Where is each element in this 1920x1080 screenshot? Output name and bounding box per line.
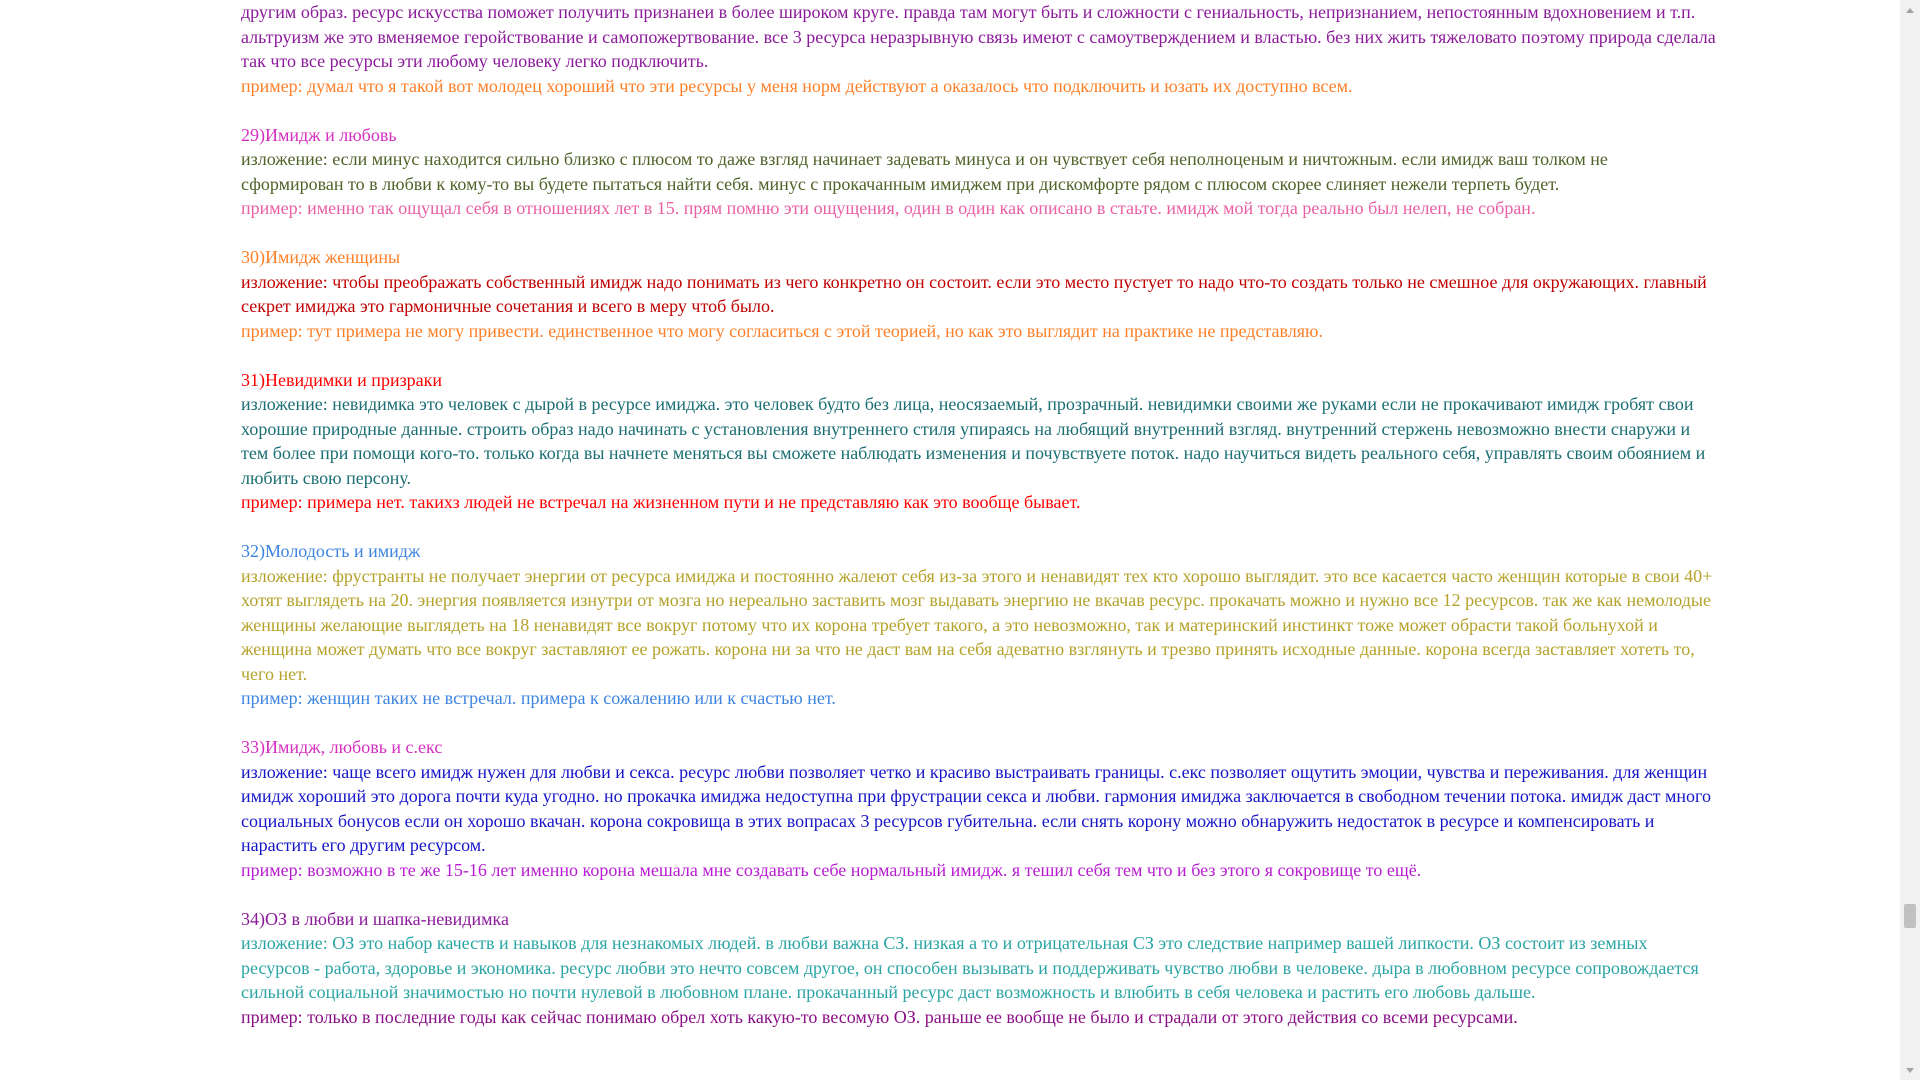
intro-line: так что все ресурсы эти любому человеку легко подключить. xyxy=(241,51,709,71)
section-title: 32)Молодость и имидж xyxy=(241,541,421,561)
section-text-line: изложение: чаще всего имидж нужен для любви и секса. ресурс любви позволяет четко и красиво выстраивать границы. с.екс позволяет ощутить эмоции, чувства и переживания. для женщин xyxy=(241,761,1708,782)
section-30 xyxy=(241,245,1841,343)
spacer xyxy=(241,882,1841,907)
section-title: 30)Имидж женщины xyxy=(241,247,401,267)
section-title: 34)ОЗ в любви и шапка-невидимка xyxy=(241,908,509,929)
section-example: пример: именно так ощущал себя в отношениях лет в 15. прям помню эти ощущения, один в один как описано в стаьте. имидж мой тогда реально был нелеп, не собран. xyxy=(241,198,1536,218)
section-text-line: женщина может думать что все вокруг заставляют ее рожать. корона ни за что не даст вам на себя адеватно взглянуть и трезво принять исходные данные. корона всегда заставляет хотеть то, xyxy=(241,639,1695,659)
section-example: пример: тут примера не могу привести. единственное что могу согласиться с этой теорией, но как это выглядит на практике не представляю. xyxy=(241,320,1323,341)
section-example: пример: примера нет. такихз людей не встречал на жизненном пути и не представляю как это вообще бывает. xyxy=(241,492,1081,512)
section-text-line: хотят выглядеть на 20. энергия появляется изнутри от мозга но нереально заставить мозг выдавать энергию не вкачав ресурс. прокачать можно и нужно все 12 ресурсов. так же как немолодые xyxy=(241,590,1711,610)
arrow-up-icon xyxy=(1906,8,1914,13)
section-title: 31)Невидимки и призраки xyxy=(241,369,443,390)
vertical-scrollbar[interactable] xyxy=(1900,0,1920,1080)
intro-block xyxy=(241,0,1841,98)
intro-example: пример: думал что я такой вот молодец хороший что эти ресурсы у меня норм действуют а оказалось что подключить и юзать их доступно всем. xyxy=(241,75,1353,96)
section-example: пример: возможно в те же 15-16 лет именно корона мешала мне создавать себе нормальный имидж. я тешил себя тем что и без этого я сокровище то ещё. xyxy=(241,859,1422,880)
section-example: пример: только в последние годы как сейчас понимаю обрел хоть какую-то весомую ОЗ. раньше ее вообще не было и страдали от этого действия со всеми ресурсами. xyxy=(241,1006,1518,1027)
scroll-down-button[interactable] xyxy=(1900,1060,1920,1080)
spacer xyxy=(241,98,1841,123)
section-text-line: хорошие природные данные. строить образ надо начинать с установления внутреннего стиля упираясь на любящий внутренний взгляд. внутренний стержень невозможно внести снаружи и xyxy=(241,418,1691,439)
document-body xyxy=(241,0,1841,1029)
intro-line: другим образ. ресурс искусства поможет получить признанеи в более широком круге. правда там могут быть и сложности с гениальность, непризнанием, непостоянным вдохновением и т.п. xyxy=(241,2,1696,22)
section-text-line: любить свою персону. xyxy=(241,467,412,488)
section-text-line: сформирован то в любви к кому-то вы будете пытаться найти себя. минус с прокачанным имиджем при дискомфорте рядом с плюсом скорее слиняет нежели терпеть будет. xyxy=(241,173,1560,194)
section-text-line: изложение: чтобы преображать собственный имидж надо понимать из чего конкретно он состоит. если это место пустует то надо что-то создать только не смешное для окружающих. главный xyxy=(241,271,1707,292)
section-text-line: ресурсов - работа, здоровье и экономика. ресурс любви это нечто совсем другое, он способен вызывать и поддерживать чувство любви в человеке. дыра в любовном ресурсе сопровождается xyxy=(241,957,1699,978)
section-text-line: изложение: если минус находится сильно близко с плюсом то даже взгляд начинает задевать минуса и он чувствует себя неполноценым и ничтожным. если имидж ваш толком не xyxy=(241,149,1608,169)
section-29 xyxy=(241,123,1841,221)
section-text-line: секрет имиджа это гармоничные сочетания и всего в меру чтоб было. xyxy=(241,296,775,316)
section-text-line: изложение: фрустранты не получает энергии от ресурса имиджа и постоянно жалеют себя из-за этого и ненавидят тех кто хорошо выглядит. это все касается часто женщин которые в свои 40+ xyxy=(241,565,1713,586)
section-text-line: изложение: ОЗ это набор качеств и навыков для незнакомых людей. в любви важна СЗ. низкая а то и отрицательная СЗ это следствие например вашей липкости. ОЗ состоит из земных xyxy=(241,933,1648,953)
spacer xyxy=(241,515,1841,540)
section-text-line: нарастить его другим ресурсом. xyxy=(241,835,486,855)
section-text-line: социальных бонусов если он хорошо вкачан. корона сокровища в этих вопрасах 3 ресурсов губительна. если снять корону можно обнаружить недостаток в ресурсе и компенсировать и xyxy=(241,810,1655,831)
section-31 xyxy=(241,368,1841,515)
spacer xyxy=(241,711,1841,736)
intro-line: альтруизм же это вменяемое геройствование и самопожертвование. все 3 ресурса неразрывную связь имеют с самоутверждением и властью. без них жить тяжеловато поэтому природа сделала xyxy=(241,26,1716,47)
section-34 xyxy=(241,907,1841,1030)
scroll-thumb[interactable] xyxy=(1904,904,1916,928)
arrow-down-icon xyxy=(1906,1068,1914,1073)
section-text-line: чего нет. xyxy=(241,663,308,684)
section-text-line: имидж хороший это дорога почти куда угодно. но прокачка имиджа недоступна при фрустрации секса и любви. гармония имиджа заключается в свободном течении потока. имидж даст много xyxy=(241,786,1711,806)
section-33 xyxy=(241,735,1841,882)
section-text-line: изложение: невидимка это человек с дырой в ресурсе имиджа. это человек будто без лица, неосязаемый, прозрачный. невидимки своими же руками если не прокачивают имидж гробят свои xyxy=(241,394,1694,414)
spacer xyxy=(241,343,1841,368)
section-example: пример: женщин таких не встречал. примера к сожалению или к счастью нет. xyxy=(241,688,836,708)
section-text-line: женщины желающие выглядеть на 18 ненавидят все вокруг потому что их корона требует такого, а это невозможно, так и материнский инстинкт тоже может обрасти такой больнухой и xyxy=(241,614,1658,635)
section-title: 33)Имидж, любовь и с.екс xyxy=(241,737,443,757)
section-title: 29)Имидж и любовь xyxy=(241,124,397,145)
section-text-line: тем более при помощи кого-то. только когда вы начнете меняться вы сможете наблюдать изменения и почувствуете поток. надо научиться видеть реального себя, управлять своим обоянием и xyxy=(241,443,1706,463)
spacer xyxy=(241,221,1841,246)
scroll-up-button[interactable] xyxy=(1900,0,1920,20)
section-32 xyxy=(241,539,1841,711)
section-text-line: сильной социальной значимостью но почти нулевой в любовном плане. прокачанный ресурс даст возможность и влюбить в себя человека и растить его любовь дальше. xyxy=(241,982,1536,1002)
